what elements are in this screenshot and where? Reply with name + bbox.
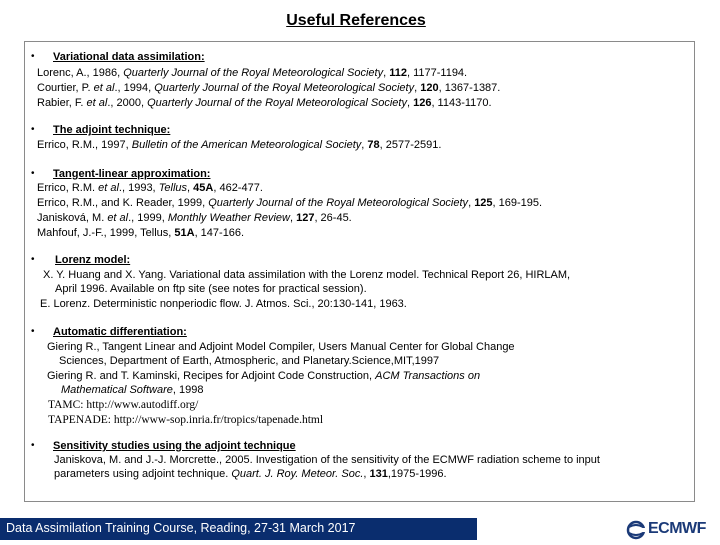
- reference-item: Mahfouf, J.-F., 1999, Tellus, 51A, 147-166.: [37, 227, 245, 239]
- reference-item: Sciences, Department of Earth, Atmospheric, and Planetary.Science,MIT,1997: [59, 355, 440, 367]
- footer-text: Data Assimilation Training Course, Reading, 27-31 March 2017: [6, 521, 356, 535]
- bullet: •: [31, 124, 35, 135]
- reference-item: Courtier, P. et al., 1994, Quarterly Journal of the Royal Meteorological Society, 120, 1367-1387.: [37, 82, 501, 94]
- reference-item: Errico, R.M. et al., 1993, Tellus, 45A, 462-477.: [37, 182, 263, 194]
- section-heading: Tangent-linear approximation:: [53, 168, 211, 180]
- section-heading: Variational data assimilation:: [53, 51, 205, 63]
- section-heading: Sensitivity studies using the adjoint technique: [53, 440, 296, 452]
- bullet: •: [31, 326, 35, 337]
- ecmwf-logo-icon: [626, 520, 648, 540]
- reference-item: Errico, R.M., 1997, Bulletin of the American Meteorological Society, 78, 2577-2591.: [37, 139, 442, 151]
- reference-item: parameters using adjoint technique. Quart. J. Roy. Meteor. Soc., 131,1975-1996.: [54, 468, 447, 480]
- reference-item: Janisková, M. et al., 1999, Monthly Weather Review, 127, 26-45.: [37, 212, 352, 224]
- section-heading: Automatic differentiation:: [53, 326, 187, 338]
- references-frame: [24, 41, 695, 502]
- reference-item: Giering R. and T. Kaminski, Recipes for Adjoint Code Construction, ACM Transactions on: [47, 370, 481, 382]
- reference-item: Rabier, F. et al., 2000, Quarterly Journal of the Royal Meteorological Society, 126, 1143-1170.: [37, 97, 492, 109]
- reference-link-tamc: TAMC: http://www.autodiff.org/: [48, 399, 199, 411]
- footer-bar: [0, 518, 477, 540]
- page-title: Useful References: [286, 12, 426, 29]
- reference-item: Janiskova, M. and J.-J. Morcrette., 2005. Investigation of the sensitivity of the ECMWF radiation scheme to input: [54, 454, 600, 466]
- reference-item: Lorenc, A., 1986, Quarterly Journal of the Royal Meteorological Society, 112, 1177-1194.: [37, 67, 468, 79]
- reference-item: X. Y. Huang and X. Yang. Variational data assimilation with the Lorenz model. Technical Report 26, HIRLAM,: [43, 269, 571, 281]
- logo-text: ECMWF: [648, 520, 706, 537]
- bullet: •: [31, 440, 35, 451]
- reference-link-tapenade: TAPENADE: http://www-sop.inria.fr/tropics/tapenade.html: [48, 414, 324, 426]
- reference-item: Errico, R.M., and K. Reader, 1999, Quarterly Journal of the Royal Meteorological Society, 125, 169-195.: [37, 197, 543, 209]
- bullet: •: [31, 51, 35, 62]
- bullet: •: [31, 254, 35, 265]
- reference-item: Mathematical Software, 1998: [61, 384, 204, 396]
- reference-item: April 1996. Available on ftp site (see notes for practical session).: [55, 283, 367, 295]
- reference-item: E. Lorenz. Deterministic nonperiodic flow. J. Atmos. Sci., 20:130-141, 1963.: [40, 298, 407, 310]
- section-heading: Lorenz model:: [55, 254, 131, 266]
- section-heading: The adjoint technique:: [53, 124, 171, 136]
- reference-item: Giering R., Tangent Linear and Adjoint Model Compiler, Users Manual Center for Global Change: [47, 341, 515, 353]
- bullet: •: [31, 168, 35, 179]
- ecmwf-logo: [626, 520, 718, 540]
